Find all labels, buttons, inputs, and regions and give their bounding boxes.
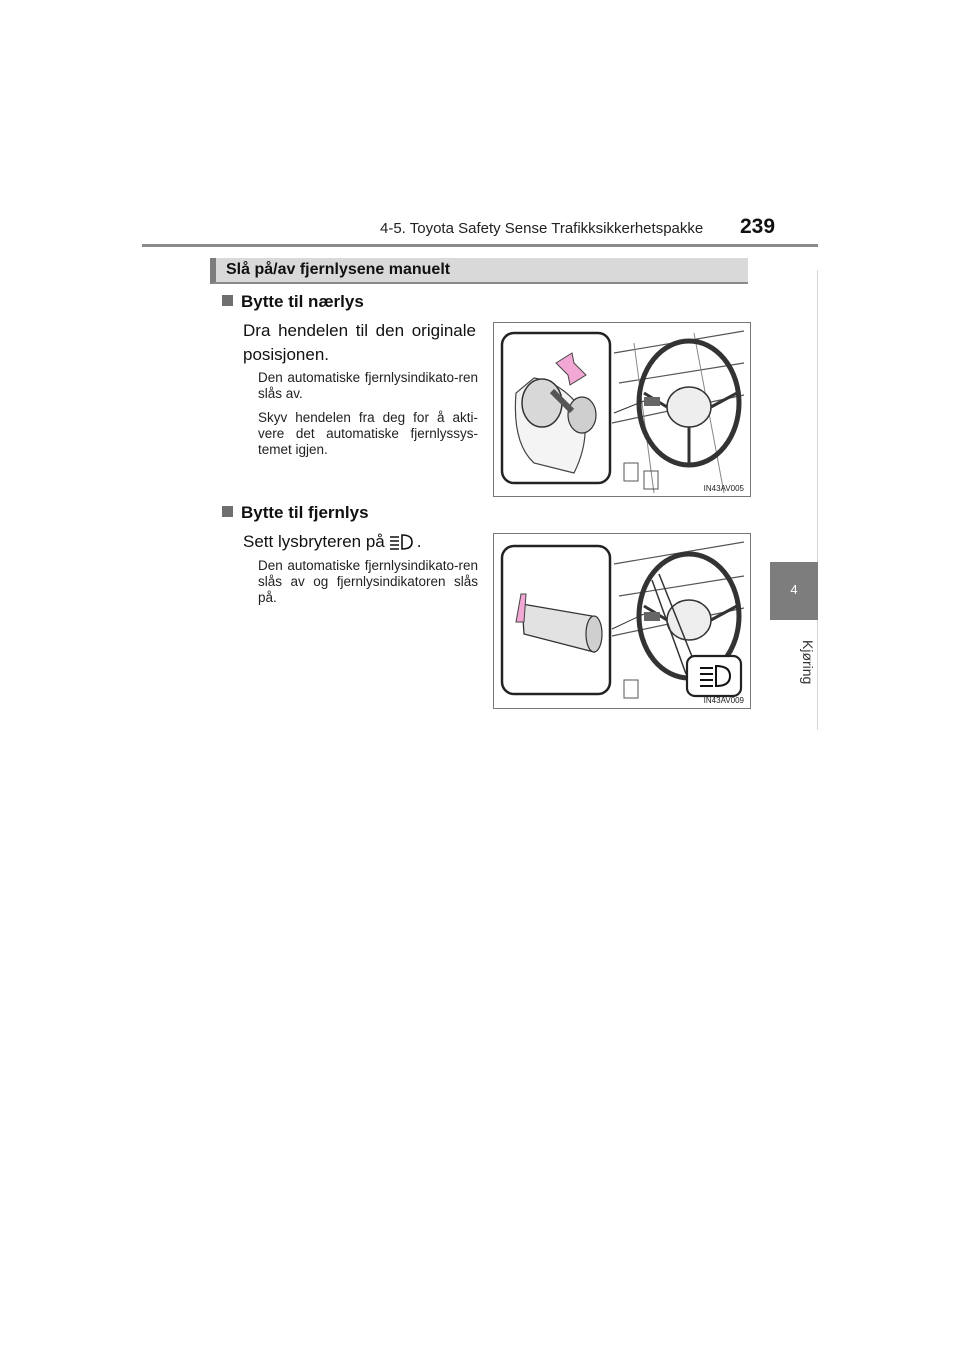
figure-code-1: IN43AV005 — [703, 484, 744, 493]
instruction-high-beam: Sett lysbryteren på . — [243, 532, 422, 551]
side-divider — [817, 270, 818, 730]
light-switch-illustration — [494, 534, 750, 708]
chapter-tab — [770, 562, 818, 620]
note-high-beam-1: Den automatiske fjernlysindikato-ren slås av og fjernlysindikatoren slås på. — [258, 558, 478, 605]
note-low-beam-1: Den automatiske fjernlysindikato-ren slås av. — [258, 370, 478, 401]
chapter-label: Kjøring — [800, 640, 816, 685]
note-low-beam-2: Skyv hendelen fra deg for å akti-vere det automatiske fjernlyssys-temet igjen. — [258, 410, 478, 457]
subheading-high-beam: Bytte til fjernlys — [222, 503, 369, 523]
page-number: 239 — [740, 215, 776, 238]
header-rule — [142, 244, 818, 247]
section-title: Slå på/av fjernlysene manuelt — [210, 258, 748, 284]
square-bullet-icon — [222, 295, 233, 306]
figure-high-beam — [493, 533, 751, 709]
lever-pull-illustration — [494, 323, 750, 496]
chapter-number: 4 — [790, 582, 798, 597]
figure-code-2: IN43AV009 — [703, 696, 744, 705]
running-header: 4-5. Toyota Safety Sense Trafikksikkerhetspakke — [380, 220, 704, 237]
subheading-low-beam: Bytte til nærlys — [222, 292, 364, 312]
square-bullet-icon — [222, 506, 233, 517]
high-beam-icon — [388, 533, 414, 551]
figure-low-beam — [493, 322, 751, 497]
instruction-low-beam: Dra hendelen til den originale posisjonen. — [243, 321, 476, 364]
